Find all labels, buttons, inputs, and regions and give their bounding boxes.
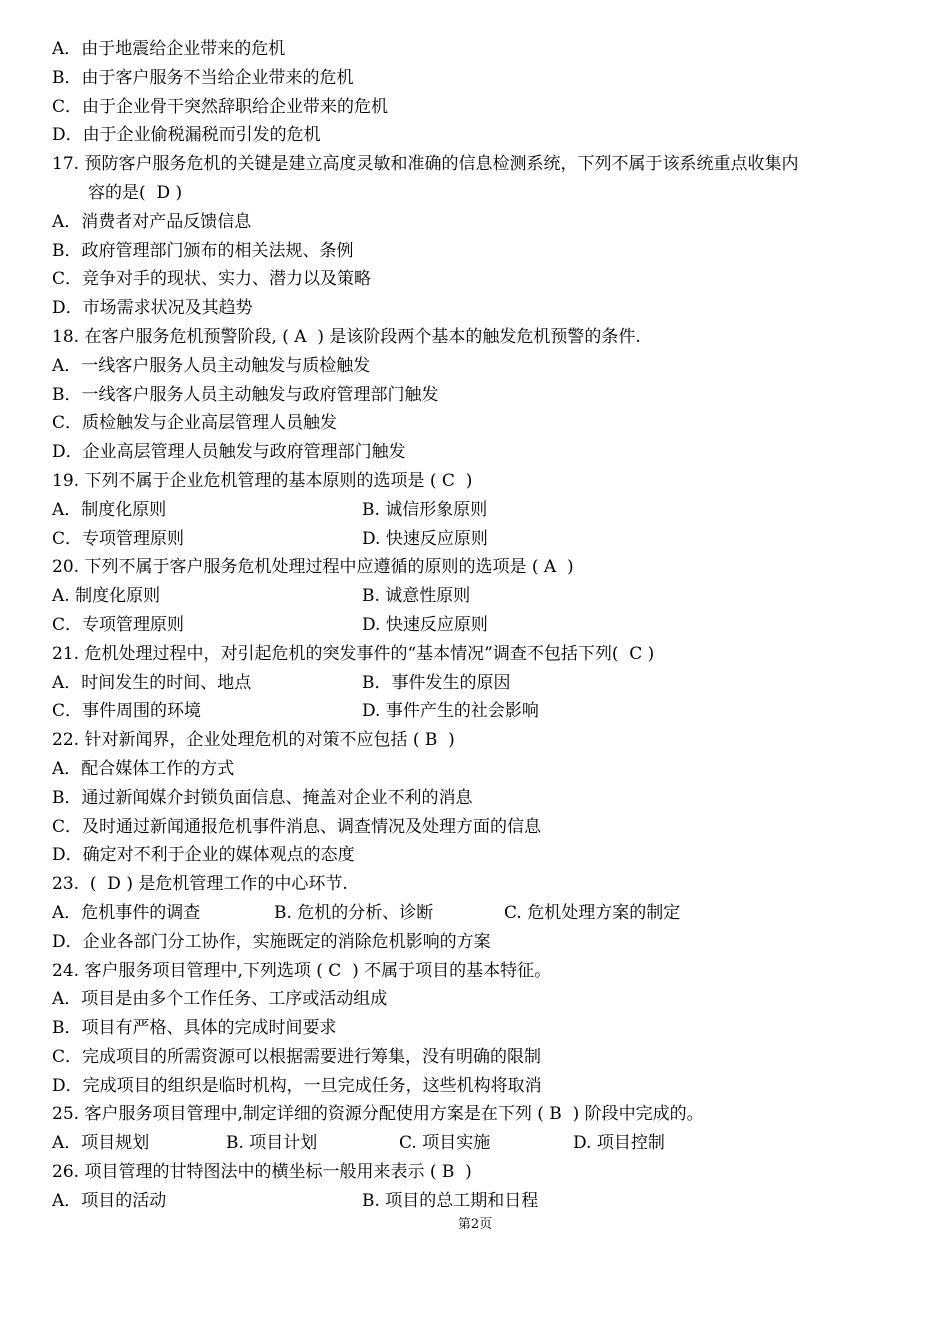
option-line: B．由于客户服务不当给企业带来的危机: [52, 67, 354, 88]
option-line: B．通过新闻媒介封锁负面信息、掩盖对企业不利的消息: [52, 787, 473, 808]
option-cell: D. 项目控制: [573, 1133, 665, 1154]
question-18: 18. 在客户服务危机预警阶段, ( A ) 是该阶段两个基本的触发危机预警的条件.: [52, 326, 641, 347]
option-row: [52, 899, 912, 928]
option-cell: C．专项管理原则: [52, 528, 185, 549]
question-17: 17. 预防客户服务危机的关键是建立高度灵敏和准确的信息检测系统，下列不属于该系统重点收集内: [52, 154, 799, 175]
question-26: 26. 项目管理的甘特图法中的横坐标一般用来表示 ( B ): [52, 1162, 472, 1183]
option-cell: B. 诚意性原则: [362, 586, 471, 607]
option-cell: A. 制度化原则: [52, 586, 161, 607]
question-24: 24. 客户服务项目管理中,下列选项 ( C ) 不属于项目的基本特征。: [52, 960, 552, 981]
option-cell: B. 项目的总工期和日程: [362, 1190, 539, 1211]
option-line: D．市场需求状况及其趋势: [52, 298, 253, 319]
option-cell: B. 项目计划: [226, 1133, 318, 1154]
option-cell: C．事件周围的环境: [52, 701, 202, 722]
option-row: [52, 1187, 912, 1216]
option-line: B．政府管理部门颁布的相关法规、条例: [52, 240, 354, 261]
option-cell: B．事件发生的原因: [362, 672, 511, 693]
option-line: C．完成项目的所需资源可以根据需要进行筹集，没有明确的限制: [52, 1046, 542, 1067]
option-row: [52, 496, 912, 525]
option-row: [52, 669, 912, 698]
page-number: 第2页: [457, 1217, 493, 1232]
option-line: A．项目是由多个工作任务、工序或活动组成: [52, 989, 388, 1010]
question-21: 21. 危机处理过程中，对引起危机的突发事件的“基本情况”调查不包括下列( C ): [52, 643, 655, 664]
option-line: D．由于企业偷税漏税而引发的危机: [52, 125, 321, 146]
option-line: C．及时通过新闻通报危机事件消息、调查情况及处理方面的信息: [52, 816, 542, 837]
option-cell: C．专项管理原则: [52, 614, 185, 635]
option-cell: B. 诚信形象原则: [362, 499, 488, 520]
option-cell: D. 事件产生的社会影响: [362, 701, 539, 722]
option-row: [52, 582, 912, 611]
option-line: D．企业各部门分工协作，实施既定的消除危机影响的方案: [52, 931, 491, 952]
option-cell: D. 快速反应原则: [362, 528, 488, 549]
option-cell: A．时间发生的时间、地点: [52, 672, 252, 693]
option-line: D．确定对不利于企业的媒体观点的态度: [52, 845, 355, 866]
option-line: A．配合媒体工作的方式: [52, 758, 235, 779]
option-line: A．消费者对产品反馈信息: [52, 211, 252, 232]
option-line: D．企业高层管理人员触发与政府管理部门触发: [52, 442, 406, 463]
question-20: 20. 下列不属于客户服务危机处理过程中应遵循的原则的选项是 ( A ): [52, 557, 574, 578]
option-line: C．质检触发与企业高层管理人员触发: [52, 413, 338, 434]
option-cell: A．危机事件的调查: [52, 902, 201, 923]
question-22: 22. 针对新闻界，企业处理危机的对策不应包括 ( B ): [52, 730, 455, 751]
question-19: 19. 下列不属于企业危机管理的基本原则的选项是 ( C ): [52, 470, 473, 491]
option-cell: C. 项目实施: [399, 1133, 491, 1154]
option-row: [52, 611, 912, 640]
option-cell: C. 危机处理方案的制定: [504, 902, 681, 923]
option-cell: B. 危机的分析、诊断: [274, 902, 434, 923]
option-line: B．项目有严格、具体的完成时间要求: [52, 1018, 337, 1039]
option-line: C．由于企业骨干突然辞职给企业带来的危机: [52, 96, 389, 117]
option-row: [52, 697, 912, 726]
option-row: [52, 1129, 912, 1158]
option-cell: A．项目规划: [52, 1133, 150, 1154]
option-line: A．由于地震给企业带来的危机: [52, 39, 286, 59]
question-list: [52, 35, 912, 1216]
option-row: [52, 525, 912, 554]
option-line: C．竞争对手的现状、实力、潜力以及策略: [52, 269, 372, 290]
option-line: A．一线客户服务人员主动触发与质检触发: [52, 355, 371, 376]
option-cell: A．制度化原则: [52, 499, 167, 520]
question-25: 25. 客户服务项目管理中,制定详细的资源分配使用方案是在下列 ( B ) 阶段中完成的。: [52, 1104, 704, 1125]
option-line: B．一线客户服务人员主动触发与政府管理部门触发: [52, 384, 439, 405]
question-17-continuation: 容的是( D ): [88, 182, 183, 203]
option-line: D．完成项目的组织是临时机构，一旦完成任务，这些机构将取消: [52, 1075, 542, 1096]
question-23: 23. ( D ) 是危机管理工作的中心环节.: [52, 874, 348, 895]
option-cell: A．项目的活动: [52, 1190, 167, 1211]
option-cell: D. 快速反应原则: [362, 614, 488, 635]
